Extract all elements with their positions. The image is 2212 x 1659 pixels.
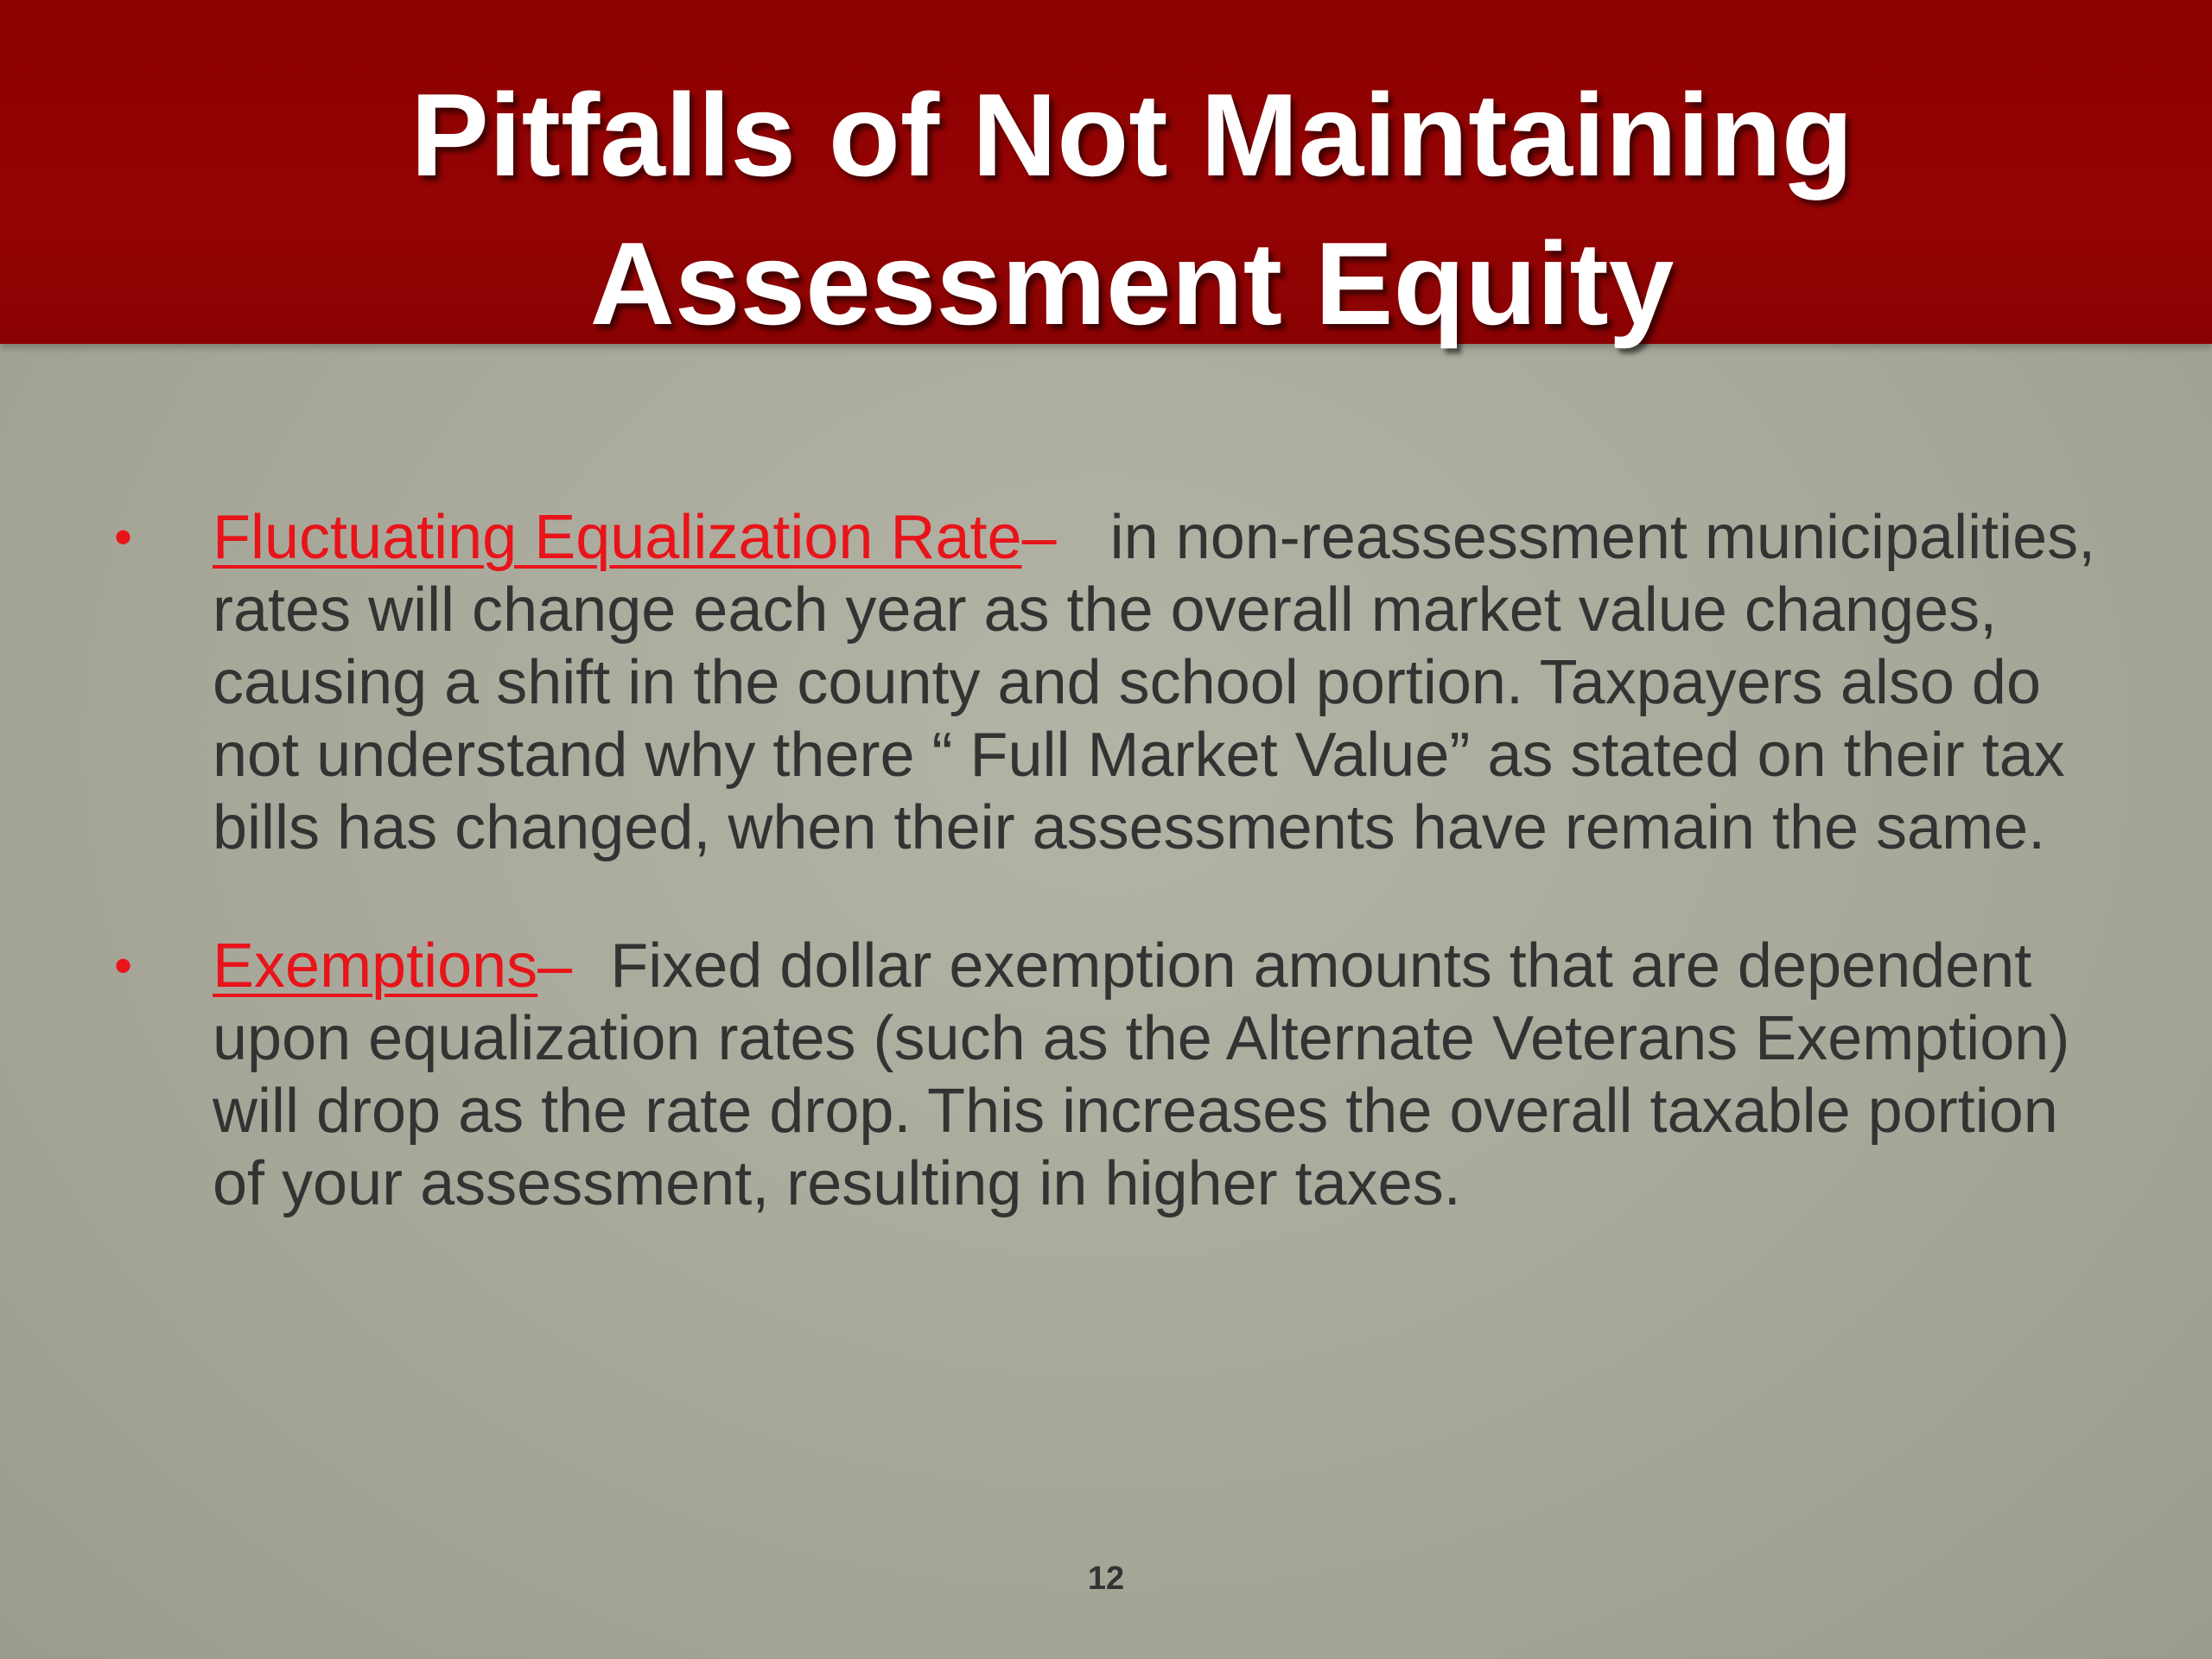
bullet-icon: • — [114, 508, 133, 566]
title-line-2: Assessment Equity — [589, 218, 1675, 349]
title-line-1: Pitfalls of Not Maintaining — [410, 69, 1853, 200]
bullet-term: Fluctuating Equalization Rate — [213, 503, 1022, 572]
page-number: 12 — [1087, 1560, 1125, 1597]
slide-title — [0, 60, 2212, 358]
bullet-separator: – — [537, 931, 573, 1001]
bullet-icon: • — [114, 937, 133, 995]
bullet-text: in non-reassessment municipalities, rates will change each year as the overall market value changes, causing a shift in the county and school portion. Taxpayers also do not understand why there “ Full Market Value” as stated on their tax bills has changed, when their assessments have remain the same. — [213, 503, 2096, 862]
title-bar — [0, 0, 2212, 349]
bullet-item-equalization-rate — [0, 501, 2096, 864]
bullet-list — [0, 501, 2212, 1286]
bullet-text: Fixed dollar exemption amounts that are dependent upon equalization rates (such as the Alternate Veterans Exemption) will drop as the rate drop. This increases the overall taxable portion of your assessment, resulting in higher taxes. — [213, 931, 2070, 1218]
bullet-item-exemptions — [0, 930, 2096, 1220]
bullet-separator: – — [1021, 503, 1057, 572]
bullet-term: Exemptions — [213, 931, 538, 1001]
